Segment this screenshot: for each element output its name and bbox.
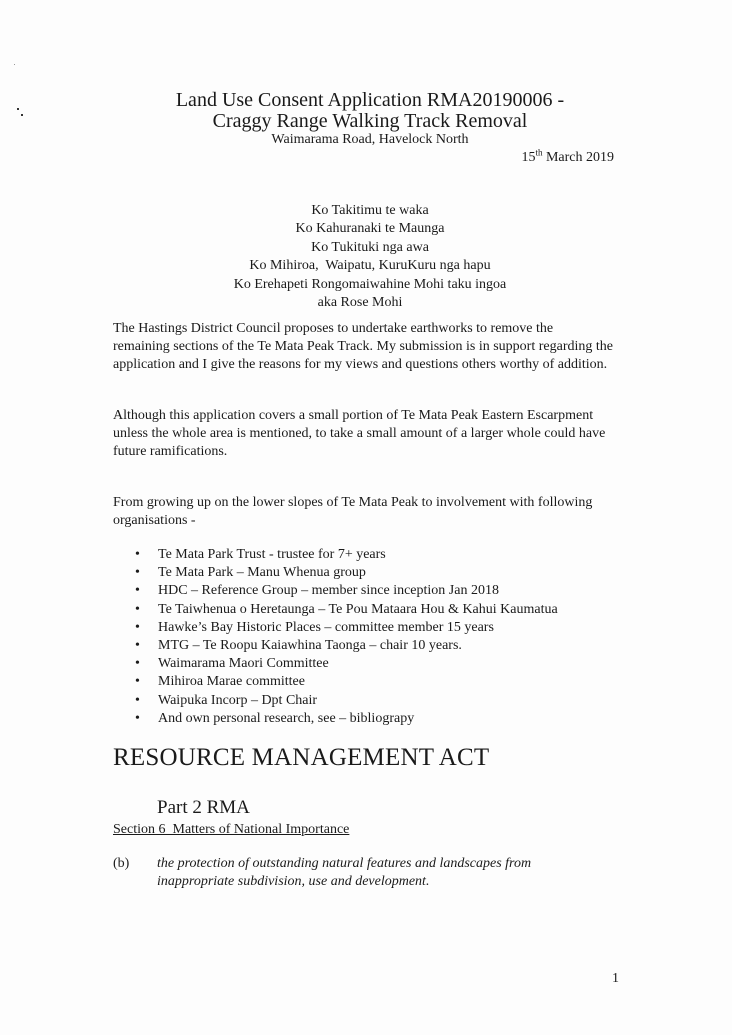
bullet-icon: • bbox=[135, 601, 140, 617]
clause-label: (b) bbox=[113, 856, 130, 871]
section-heading: RESOURCE MANAGEMENT ACT bbox=[113, 744, 490, 771]
bullet-icon: • bbox=[135, 638, 140, 654]
list-item bbox=[135, 673, 558, 691]
mihi-block bbox=[0, 202, 732, 312]
list-item bbox=[135, 564, 558, 582]
list-item bbox=[135, 692, 558, 710]
scan-speck bbox=[14, 64, 15, 65]
list-item bbox=[135, 710, 558, 728]
clause-text: the protection of outstanding natural features and landscapes from inappropriate subdivision, use and development. bbox=[157, 856, 532, 890]
list-item bbox=[135, 655, 558, 673]
bullet-icon: • bbox=[135, 692, 140, 708]
title-line-2: Craggy Range Walking Track Removal bbox=[212, 110, 528, 132]
paragraph-escarpment: Although this application covers a small portion of Te Mata Peak Eastern Escarpment unless the whole area is mentioned, to take a small amount of a larger whole could have future ramifications. bbox=[113, 408, 606, 460]
bullet-icon: • bbox=[135, 619, 140, 635]
bullet-icon: • bbox=[135, 656, 140, 672]
organisation-list bbox=[135, 546, 558, 728]
list-item-text: Te Mata Park – Manu Whenua group bbox=[158, 565, 366, 581]
list-item-text: Hawke’s Bay Historic Places – committee member 15 years bbox=[158, 619, 494, 635]
mihi-line: Ko Tukituki nga awa bbox=[311, 239, 429, 255]
document-date bbox=[521, 149, 614, 167]
list-item-text: Waimarama Maori Committee bbox=[158, 656, 329, 672]
bullet-icon: • bbox=[135, 583, 140, 599]
section-title: Section 6 Matters of National Importance bbox=[113, 822, 350, 837]
list-item bbox=[135, 619, 558, 637]
mihi-line: Ko Takitimu te waka bbox=[311, 203, 429, 218]
list-item-text: MTG – Te Roopu Kaiawhina Taonga – chair 10 years. bbox=[158, 638, 462, 654]
bullet-icon: • bbox=[135, 547, 140, 562]
page-number: 1 bbox=[612, 971, 619, 986]
list-item bbox=[135, 637, 558, 655]
bullet-icon: • bbox=[135, 674, 140, 690]
date-day: 15 bbox=[521, 150, 536, 165]
paragraph-intro: The Hastings District Council proposes to undertake earthworks to remove the remaining sections of the Te Mata Peak Track. My submission is in support regarding the application and I give the reasons for my views and questions others worthy of addition. bbox=[113, 321, 613, 373]
mihi-line: Ko Mihiroa, Waipatu, KuruKuru nga hapu bbox=[249, 258, 491, 274]
paragraph-involvement: From growing up on the lower slopes of Te Mata Peak to involvement with following organisations - bbox=[113, 495, 593, 529]
bullet-icon: • bbox=[135, 710, 140, 726]
mihi-line: Ko Erehapeti Rongomaiwahine Mohi taku ingoa bbox=[233, 276, 507, 292]
list-item-text: And own personal research, see – bibliograpy bbox=[158, 710, 415, 726]
mihi-line: aka Rose Mohi bbox=[317, 295, 403, 311]
part-heading: Part 2 RMA bbox=[157, 797, 250, 818]
mihi-line: Ko Kahuranaki te Maunga bbox=[295, 221, 445, 237]
list-item bbox=[135, 582, 558, 600]
list-item-text: Waipuka Incorp – Dpt Chair bbox=[158, 692, 318, 708]
bullet-icon: • bbox=[135, 565, 140, 581]
date-rest: March 2019 bbox=[542, 150, 614, 165]
title-line-1: Land Use Consent Application RMA20190006 - bbox=[175, 89, 565, 111]
list-item bbox=[135, 546, 558, 564]
list-item-text: Mihiroa Marae committee bbox=[158, 674, 305, 690]
list-item-text: Te Mata Park Trust - trustee for 7+ years bbox=[158, 547, 386, 562]
subtitle-address: Waimarama Road, Havelock North bbox=[271, 132, 469, 147]
list-item-text: Te Taiwhenua o Heretaunga – Te Pou Mataara Hou & Kahui Kaumatua bbox=[158, 601, 558, 617]
list-item bbox=[135, 601, 558, 619]
list-item-text: HDC – Reference Group – member since inception Jan 2018 bbox=[158, 583, 499, 599]
date-suffix: th bbox=[535, 147, 543, 158]
